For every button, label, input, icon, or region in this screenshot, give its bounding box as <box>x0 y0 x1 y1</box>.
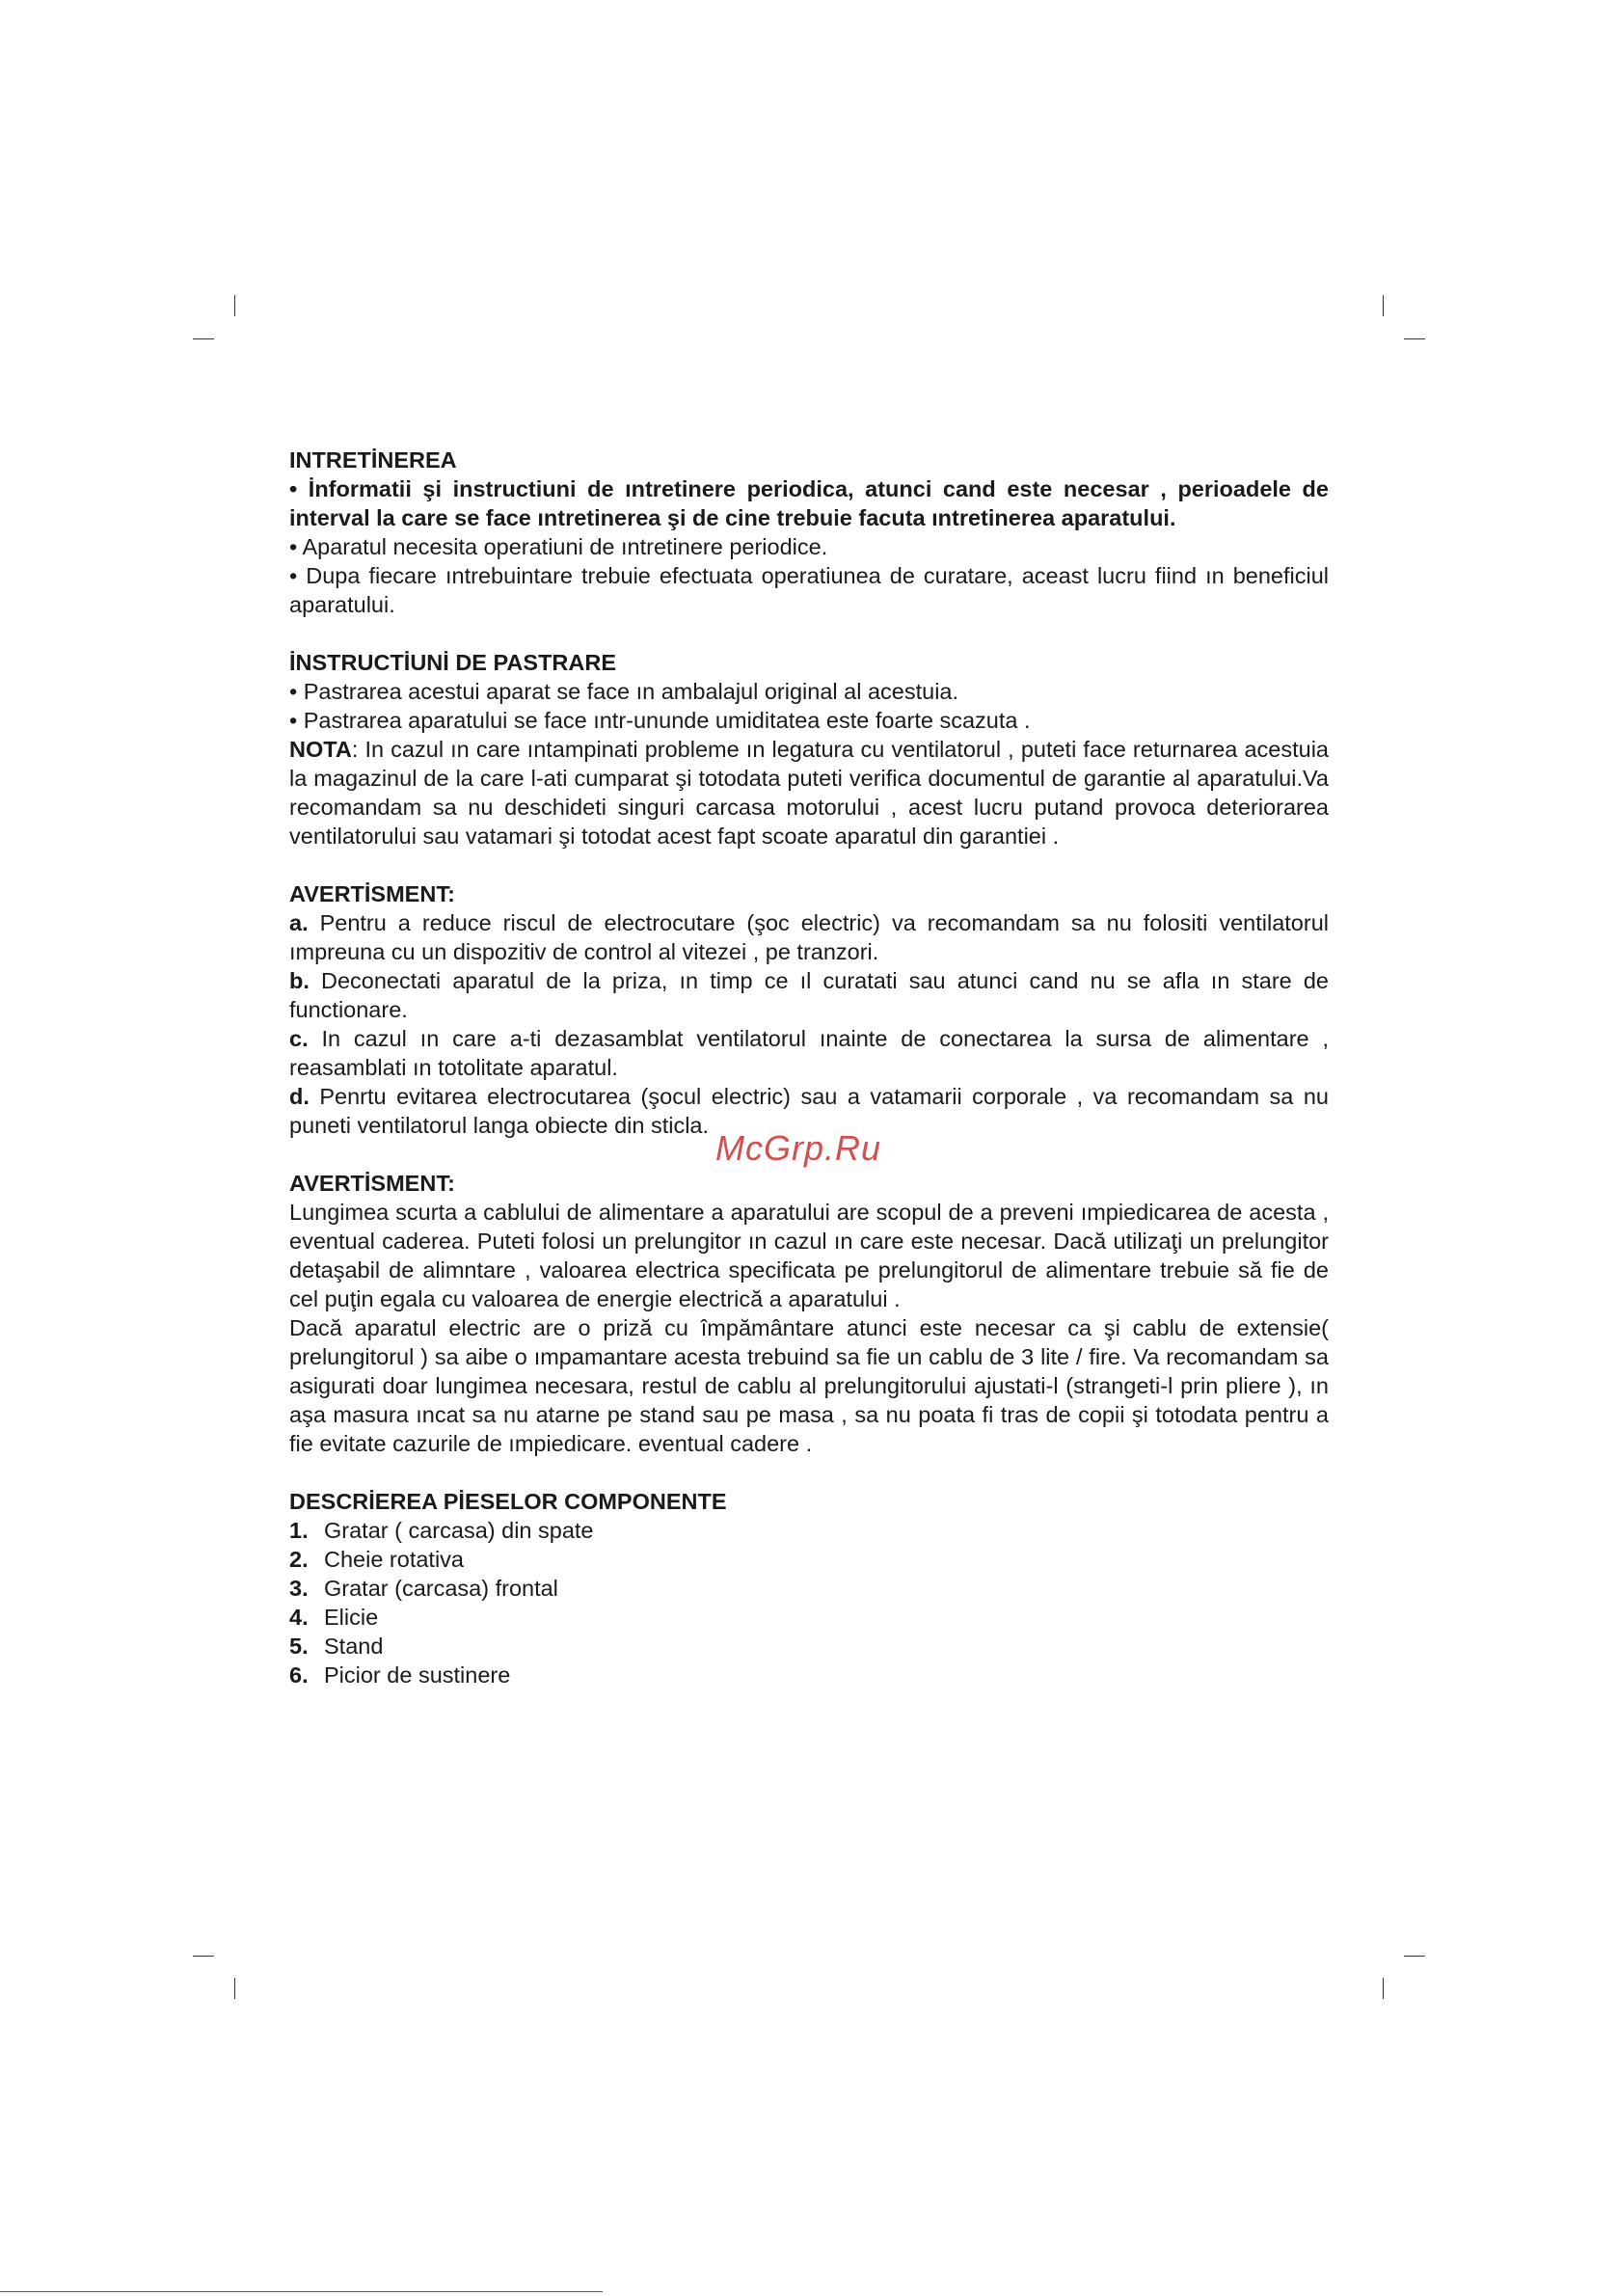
note-label: NOTA <box>289 737 352 762</box>
list-item-number: 6. <box>289 1662 309 1688</box>
warning-item-c <box>289 1024 1329 1082</box>
crop-mark-top-right-horizontal <box>1404 338 1425 339</box>
list-item <box>289 1574 1329 1603</box>
crop-mark-top-right-vertical <box>1383 295 1384 316</box>
list-item-text: Elicie <box>324 1605 379 1630</box>
crop-mark-top-left-horizontal <box>193 338 214 339</box>
list-item <box>289 1661 1329 1689</box>
document-body <box>289 446 1329 1689</box>
warning-2-paragraph-2: Dacă aparatul electric are o priză cu împământare atunci este necesar ca şi cablu de extensie( prelungitorul ) sa aibe o ımpamantare acesta trebuind sa fie un cablu de 3 lite / fire. Va recomandam sa asigurati doar lungimea necesara, restul de cablu al prelungitorului ajustati-l (strangeti-l prin pliere ), ın aşa masura ıncat sa nu atarne pe stand sau pe masa , sa nu poata fi tras de copii şi totodata pentru a fie evitate cazurile de ımpiedicare. eventual cadere . <box>289 1315 1329 1456</box>
crop-mark-bottom-left-vertical <box>234 1978 235 1999</box>
crop-mark-bottom-right-horizontal <box>1404 1956 1425 1957</box>
note-text: : In cazul ın care ıntampinati probleme ın legatura cu ventilatorul , puteti face returnarea acestuia la magazinul de la care l-ati cumparat şi totodata puteti verifica documentul de garantie al aparatului.Va recomandam sa nu deschideti singuri carcasa motorului , acest lucru putand provoca deteriorarea ventilatorului sau vatamari şi totodat acest fapt scoate aparatul din garantiei . <box>289 737 1329 849</box>
maintenance-bullet-2: • Dupa fiecare ıntrebuintare trebuie efectuata operatiunea de curatare, aceast lucru fiind ın beneficiul aparatului. <box>289 563 1329 617</box>
warning-item-b <box>289 966 1329 1024</box>
storage-bullet-1: • Pastrarea acestui aparat se face ın ambalajul original al acestuia. <box>289 679 959 704</box>
warning-2-paragraph-1: Lungimea scurta a cablului de alimentare a aparatului are scopul de a preveni ımpiedicarea de acesta , eventual caderea. Puteti folosi un prelungitor ın cazul ın care este necesar. Dacă utilizaţi un prelungitor detaşabil de alimntare , valoarea electrica specificata pe prelungitorul de alimentare trebuie să fie de cel puţin egala cu valoarea de energie electrică a aparatului . <box>289 1200 1329 1311</box>
parts-title: DESCRİEREA PİESELOR COMPONENTE <box>289 1489 727 1514</box>
warning-item-label: b. <box>289 968 310 993</box>
crop-mark-bottom-left-horizontal <box>193 1956 214 1957</box>
list-item-number: 4. <box>289 1605 309 1630</box>
list-item <box>289 1603 1329 1632</box>
list-item-text: Gratar (carcasa) frontal <box>324 1576 558 1601</box>
warning-2-title: AVERTİSMENT: <box>289 1171 455 1196</box>
list-item-text: Cheie rotativa <box>324 1547 464 1572</box>
warning-item-a <box>289 908 1329 966</box>
warning-item-label: a. <box>289 910 309 935</box>
warning-item-text: Deconectati aparatul de la priza, ın timp ce ıl curatati sau atunci cand nu se afla ın stare de functionare. <box>289 968 1329 1022</box>
list-item-text: Picior de sustinere <box>324 1662 511 1688</box>
list-item-number: 5. <box>289 1634 309 1659</box>
watermark: McGrp.Ru <box>715 1128 882 1168</box>
storage-note <box>289 735 1329 851</box>
warning-1-title: AVERTİSMENT: <box>289 881 455 906</box>
storage-bullet-2: • Pastrarea aparatului se face ıntr-ununde umiditatea este foarte scazuta . <box>289 708 1031 733</box>
warning-item-label: c. <box>289 1026 309 1051</box>
warning-item-label: d. <box>289 1084 310 1109</box>
warning-item-text: In cazul ın care a-ti dezasamblat ventilatorul ınainte de conectarea la sursa de alimentare , reasamblati ın totolitate aparatul. <box>289 1026 1329 1080</box>
maintenance-title: INTRETİNEREA <box>289 447 457 473</box>
list-item-number: 2. <box>289 1547 309 1572</box>
crop-mark-top-left-vertical <box>234 295 235 316</box>
list-item <box>289 1516 1329 1545</box>
maintenance-intro: • İnformatii şi instructiuni de ıntretinere periodica, atunci cand este necesar , perioadele de interval la care se face ıntretinerea şi de cine trebuie facuta ıntretinerea aparatului. <box>289 476 1329 530</box>
maintenance-bullet-1: • Aparatul necesita operatiuni de ıntretinere periodice. <box>289 534 828 559</box>
list-item-text: Gratar ( carcasa) din spate <box>324 1518 594 1543</box>
warning-item-text: Pentru a reduce riscul de electrocutare (şoc electric) va recomandam sa nu folositi ventilatorul ımpreuna cu un dispozitiv de control al vitezei , pe tranzori. <box>289 910 1329 964</box>
storage-title: İNSTRUCTİUNİ DE PASTRARE <box>289 650 617 675</box>
footer-divider <box>0 2291 603 2292</box>
list-item-text: Stand <box>324 1634 384 1659</box>
list-item <box>289 1632 1329 1661</box>
list-item-number: 3. <box>289 1576 309 1601</box>
warning-item-text: Penrtu evitarea electrocutarea (şocul electric) sau a vatamarii corporale , va recomandam sa nu puneti ventilatorul langa obiecte din sticla. <box>289 1084 1329 1138</box>
list-item <box>289 1545 1329 1574</box>
crop-mark-bottom-right-vertical <box>1383 1978 1384 1999</box>
list-item-number: 1. <box>289 1518 309 1543</box>
